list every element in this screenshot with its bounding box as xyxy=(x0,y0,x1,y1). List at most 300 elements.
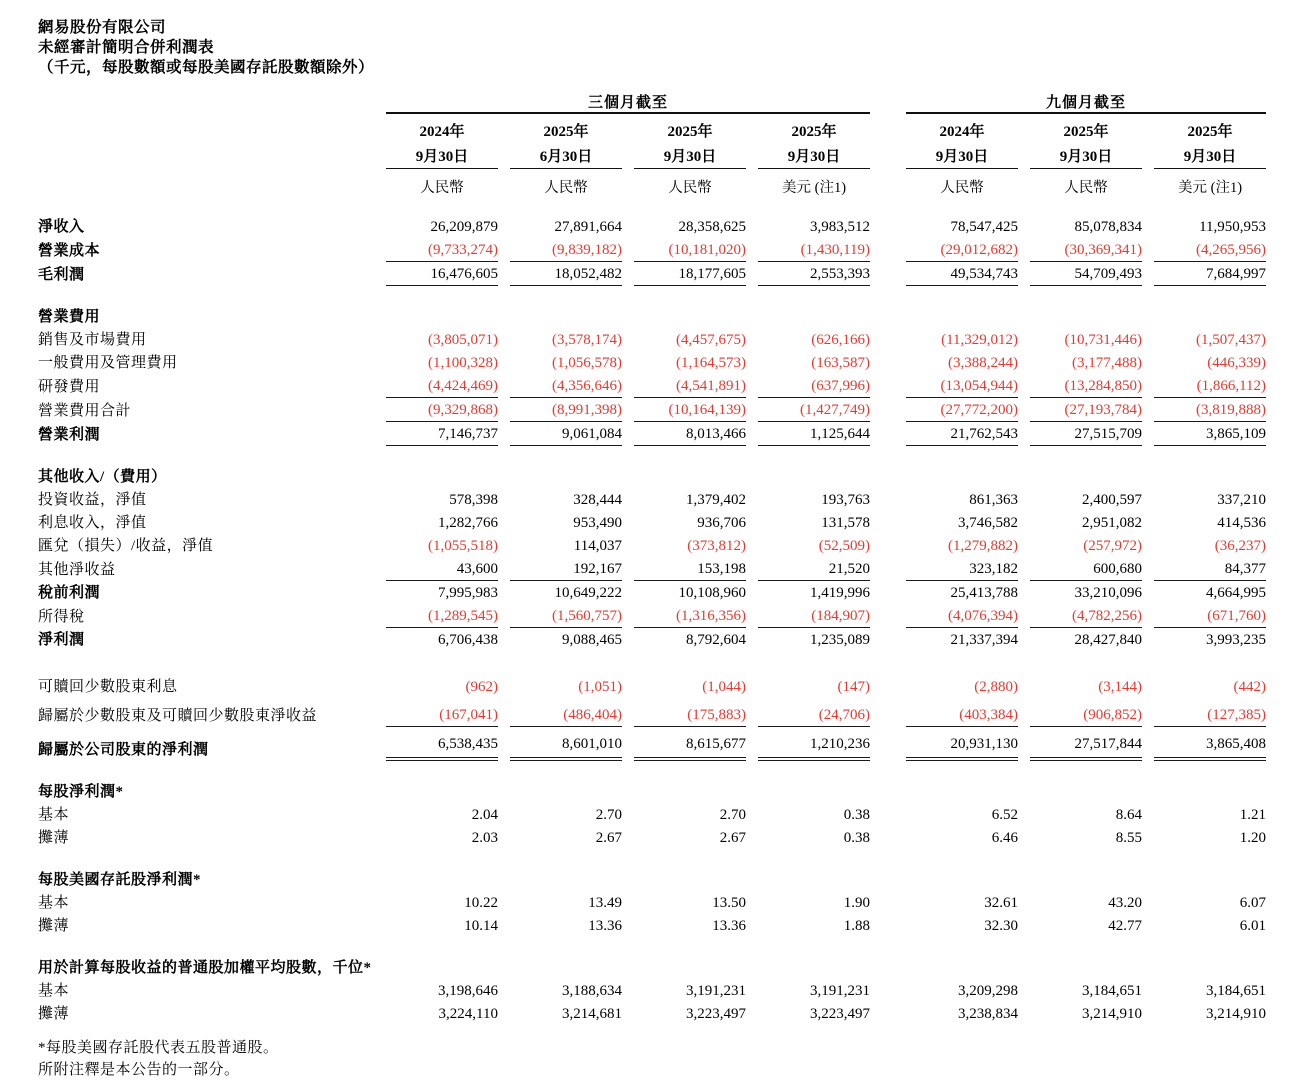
table-row xyxy=(38,670,1266,698)
value-cell: (10,731,446) xyxy=(1064,332,1143,348)
column-group-three-months: 三個月截至 xyxy=(386,88,870,114)
gap-cell xyxy=(38,446,1266,465)
value-cell: (1,051) xyxy=(578,679,622,695)
row-label: 營業成本 xyxy=(38,243,101,259)
value-cell: 861,363 xyxy=(969,492,1019,508)
table-row xyxy=(38,534,1266,557)
value-cell: 27,515,709 xyxy=(1030,422,1142,446)
value-cell: 9,061,084 xyxy=(510,422,622,446)
table-row xyxy=(38,215,1266,238)
value-cell: (671,760) xyxy=(1154,604,1266,628)
value-cell: (4,076,394) xyxy=(906,604,1018,628)
group-gap xyxy=(882,488,894,511)
group-gap xyxy=(882,803,894,826)
group-gap xyxy=(882,557,894,581)
row-label: 攤薄 xyxy=(38,918,70,934)
value-cell: (27,193,784) xyxy=(1030,398,1142,422)
gap-cell xyxy=(38,286,1266,305)
empty-cell xyxy=(758,465,870,488)
value-cell: 578,398 xyxy=(449,492,498,508)
value-cell: 13.49 xyxy=(588,895,622,911)
value-cell: 3,214,681 xyxy=(562,1006,622,1022)
group-header-row xyxy=(38,88,1266,114)
group-gap xyxy=(882,698,894,727)
empty-cell xyxy=(386,868,498,891)
value-cell: 131,578 xyxy=(821,515,871,531)
value-cell: (163,587) xyxy=(811,355,871,371)
row-label: 稅前利潤 xyxy=(38,585,101,601)
value-cell: (4,541,891) xyxy=(634,374,746,398)
table-row xyxy=(38,488,1266,511)
value-cell: 54,709,493 xyxy=(1030,262,1142,286)
row-label: 每股淨利潤* xyxy=(38,784,124,800)
table-row xyxy=(38,803,1266,826)
table-body xyxy=(38,215,1266,1025)
row-label: 可贖回少數股東利息 xyxy=(38,679,178,695)
group-gap xyxy=(882,114,894,141)
value-cell: 9,088,465 xyxy=(562,632,622,648)
value-cell: 10.14 xyxy=(464,918,498,934)
empty-cell xyxy=(906,465,1018,488)
value-cell: (486,404) xyxy=(510,698,622,727)
column-header-currency: 美元 (注1) xyxy=(1177,180,1243,196)
value-cell: 7,684,997 xyxy=(1154,262,1266,286)
group-gap xyxy=(882,328,894,351)
group-gap xyxy=(882,351,894,374)
empty-cell xyxy=(1030,305,1142,328)
value-cell: 3,214,910 xyxy=(1082,1006,1143,1022)
table-row xyxy=(38,262,1266,286)
value-cell: (1,316,356) xyxy=(634,604,746,628)
column-header-year: 2025年 xyxy=(667,124,713,140)
empty-cell xyxy=(634,465,746,488)
value-cell: 18,052,482 xyxy=(510,262,622,286)
column-header-currency: 美元 (注1) xyxy=(781,180,847,196)
value-cell: 0.38 xyxy=(843,830,871,846)
empty-cell xyxy=(634,305,746,328)
value-cell: (3,819,888) xyxy=(1154,398,1266,422)
table-row xyxy=(38,698,1266,727)
footnote-accompanying: 所附注釋是本公告的一部分。 xyxy=(38,1062,240,1078)
value-cell: 2.04 xyxy=(471,807,498,823)
value-cell: 27,891,664 xyxy=(554,219,622,235)
empty-cell xyxy=(906,868,1018,891)
empty-cell xyxy=(906,305,1018,328)
value-cell: (4,782,256) xyxy=(1030,604,1142,628)
column-header-year: 2025年 xyxy=(1187,124,1233,140)
value-cell: 8,601,010 xyxy=(510,727,622,761)
value-cell: (127,385) xyxy=(1154,698,1266,727)
value-cell: 42.77 xyxy=(1108,918,1143,934)
value-cell: 21,337,394 xyxy=(950,632,1019,648)
value-cell: (52,509) xyxy=(818,538,871,554)
column-header-date: 9月30日 xyxy=(386,141,498,169)
value-cell: 28,358,625 xyxy=(678,219,746,235)
row-label: 攤薄 xyxy=(38,830,70,846)
value-cell: 85,078,834 xyxy=(1074,219,1143,235)
income-statement-table xyxy=(26,88,1278,1025)
table-row xyxy=(38,422,1266,446)
value-cell: 323,182 xyxy=(906,557,1018,581)
empty-cell xyxy=(386,956,498,979)
value-cell: (2,880) xyxy=(974,679,1019,695)
value-cell: 3,188,634 xyxy=(562,983,622,999)
value-cell: (184,907) xyxy=(758,604,870,628)
empty-cell xyxy=(634,868,746,891)
group-gap xyxy=(882,374,894,398)
empty-cell xyxy=(510,780,622,803)
table-row xyxy=(38,557,1266,581)
table-row xyxy=(38,351,1266,374)
value-cell: 26,209,879 xyxy=(430,219,498,235)
value-cell: (9,329,868) xyxy=(386,398,498,422)
column-header-year: 2025年 xyxy=(543,124,589,140)
row-label: 投資收益，淨值 xyxy=(38,492,147,508)
value-cell: (1,100,328) xyxy=(428,355,498,371)
value-cell: 2,951,082 xyxy=(1082,515,1143,531)
value-cell: 1,210,236 xyxy=(758,727,870,761)
spacer-row xyxy=(38,849,1266,868)
value-cell: 13.36 xyxy=(588,918,622,934)
value-cell: 2.67 xyxy=(719,830,746,846)
value-cell: (1,427,749) xyxy=(758,398,870,422)
value-cell: (167,041) xyxy=(386,698,498,727)
column-header-date: 9月30日 xyxy=(906,141,1018,169)
group-gap xyxy=(882,604,894,628)
value-cell: 114,037 xyxy=(573,538,622,554)
group-gap xyxy=(882,780,894,803)
footnotes xyxy=(38,1037,1306,1081)
value-cell: 33,210,096 xyxy=(1074,585,1143,601)
value-cell: (1,044) xyxy=(702,679,746,695)
table-row xyxy=(38,780,1266,803)
table-row xyxy=(38,826,1266,849)
value-cell: (373,812) xyxy=(687,538,746,554)
value-cell: 936,706 xyxy=(697,515,746,531)
empty-cell xyxy=(1154,305,1266,328)
value-cell: (637,996) xyxy=(758,374,870,398)
table-row xyxy=(38,465,1266,488)
gap-cell xyxy=(38,849,1266,868)
value-cell: (4,424,469) xyxy=(386,374,498,398)
table-row xyxy=(38,956,1266,979)
value-cell: 953,490 xyxy=(573,515,622,531)
group-gap xyxy=(882,88,894,114)
table-row xyxy=(38,328,1266,351)
value-cell: 2,553,393 xyxy=(758,262,870,286)
row-label: 用於計算每股收益的普通股加權平均股數，千位* xyxy=(38,960,372,976)
gap-cell xyxy=(38,761,1266,780)
value-cell: 193,763 xyxy=(821,492,871,508)
value-cell: (27,772,200) xyxy=(906,398,1018,422)
empty-cell xyxy=(510,305,622,328)
value-cell: 43,600 xyxy=(386,557,498,581)
row-label: 歸屬於公司股東的淨利潤 xyxy=(38,742,209,758)
group-gap xyxy=(882,422,894,446)
value-cell: 3,191,231 xyxy=(686,983,746,999)
row-label: 攤薄 xyxy=(38,1006,70,1022)
value-cell: 153,198 xyxy=(634,557,746,581)
value-cell: 16,476,605 xyxy=(386,262,498,286)
empty-cell xyxy=(1154,956,1266,979)
value-cell: (3,388,244) xyxy=(948,355,1019,371)
table-row xyxy=(38,1002,1266,1025)
column-header-date: 6月30日 xyxy=(510,141,622,169)
table-row xyxy=(38,511,1266,534)
row-label: 毛利潤 xyxy=(38,267,85,283)
value-cell: 3,223,497 xyxy=(810,1006,871,1022)
spacer-row xyxy=(38,761,1266,780)
value-cell: 3,983,512 xyxy=(810,219,871,235)
table-row xyxy=(38,374,1266,398)
currency-header-row xyxy=(38,169,1266,197)
row-label: 基本 xyxy=(38,895,70,911)
group-gap xyxy=(882,141,894,169)
value-cell: (13,054,944) xyxy=(906,374,1018,398)
empty-cell xyxy=(758,305,870,328)
table-row xyxy=(38,398,1266,422)
value-cell: (962) xyxy=(465,679,498,695)
group-gap xyxy=(882,628,894,651)
table-row xyxy=(38,868,1266,891)
value-cell: 3,224,110 xyxy=(438,1006,498,1022)
column-header-date: 9月30日 xyxy=(1154,141,1266,169)
company-name: 網易股份有限公司 xyxy=(38,19,167,36)
row-label: 淨利潤 xyxy=(38,632,85,648)
value-cell: (10,164,139) xyxy=(634,398,746,422)
empty-cell xyxy=(906,780,1018,803)
value-cell: 11,950,953 xyxy=(1199,219,1267,235)
gap-cell xyxy=(38,197,1266,215)
value-cell: (11,329,012) xyxy=(941,332,1019,348)
group-gap xyxy=(882,534,894,557)
value-cell: (3,578,174) xyxy=(552,332,622,348)
value-cell: (29,012,682) xyxy=(906,238,1018,262)
value-cell: 2,400,597 xyxy=(1082,492,1143,508)
value-cell: 13.50 xyxy=(712,895,746,911)
value-cell: 1,235,089 xyxy=(810,632,871,648)
empty-cell xyxy=(386,305,498,328)
group-gap xyxy=(882,305,894,328)
empty-cell xyxy=(1154,465,1266,488)
empty-cell xyxy=(1154,780,1266,803)
value-cell: (30,369,341) xyxy=(1030,238,1142,262)
empty-cell xyxy=(1030,956,1142,979)
value-cell: 6.52 xyxy=(991,807,1019,823)
group-gap xyxy=(882,979,894,1002)
row-label: 銷售及市場費用 xyxy=(38,332,147,348)
value-cell: 18,177,605 xyxy=(634,262,746,286)
empty-cell xyxy=(38,169,374,197)
value-cell: 1.88 xyxy=(843,918,871,934)
value-cell: 21,520 xyxy=(758,557,870,581)
value-cell: 2.70 xyxy=(595,807,622,823)
date-header-row xyxy=(38,141,1266,169)
spacer-row xyxy=(38,286,1266,305)
column-header-date: 9月30日 xyxy=(634,141,746,169)
empty-cell xyxy=(38,114,374,141)
row-label: 基本 xyxy=(38,983,70,999)
value-cell: (4,265,956) xyxy=(1154,238,1266,262)
value-cell: 7,995,983 xyxy=(438,585,498,601)
empty-cell xyxy=(1030,465,1142,488)
value-cell: 3,993,235 xyxy=(1206,632,1267,648)
row-label: 利息收入，淨值 xyxy=(38,515,147,531)
empty-cell xyxy=(634,956,746,979)
table-row xyxy=(38,581,1266,604)
row-label: 研發費用 xyxy=(38,379,101,395)
value-cell: 600,680 xyxy=(1030,557,1142,581)
value-cell: 4,664,995 xyxy=(1206,585,1267,601)
empty-cell xyxy=(634,780,746,803)
value-cell: 3,746,582 xyxy=(958,515,1019,531)
column-header-currency: 人民幣 xyxy=(940,180,984,196)
empty-cell xyxy=(510,868,622,891)
value-cell: 3,865,109 xyxy=(1154,422,1266,446)
value-cell: 1,125,644 xyxy=(758,422,870,446)
row-label: 其他收入/（費用） xyxy=(38,469,167,485)
value-cell: 337,210 xyxy=(1217,492,1267,508)
value-cell: 1.20 xyxy=(1239,830,1267,846)
value-cell: 25,413,788 xyxy=(950,585,1019,601)
value-cell: (626,166) xyxy=(811,332,871,348)
value-cell: 192,167 xyxy=(510,557,622,581)
unit-note: （千元，每股數額或每股美國存託股數額除外） xyxy=(38,59,375,76)
value-cell: (1,164,573) xyxy=(676,355,746,371)
value-cell: 6,538,435 xyxy=(386,727,498,761)
group-gap xyxy=(882,262,894,286)
value-cell: 328,444 xyxy=(573,492,622,508)
value-cell: 13.36 xyxy=(712,918,746,934)
value-cell: 10.22 xyxy=(464,895,498,911)
value-cell: 27,517,844 xyxy=(1030,727,1142,761)
value-cell: 3,214,910 xyxy=(1206,1006,1267,1022)
value-cell: 6,706,438 xyxy=(438,632,498,648)
empty-cell xyxy=(38,141,374,169)
gap-cell xyxy=(38,651,1266,670)
value-cell: (1,560,757) xyxy=(510,604,622,628)
value-cell: 3,238,834 xyxy=(958,1006,1019,1022)
value-cell: (3,805,071) xyxy=(428,332,498,348)
empty-cell xyxy=(1030,780,1142,803)
column-header-year: 2025年 xyxy=(791,124,837,140)
group-gap xyxy=(882,398,894,422)
value-cell: (147) xyxy=(837,679,871,695)
empty-cell xyxy=(906,956,1018,979)
value-cell: 6.46 xyxy=(991,830,1019,846)
value-cell: (4,356,646) xyxy=(510,374,622,398)
value-cell: (3,177,488) xyxy=(1072,355,1143,371)
row-label: 淨收入 xyxy=(38,219,85,235)
spacer-row xyxy=(38,446,1266,465)
value-cell: 3,209,298 xyxy=(958,983,1019,999)
value-cell: (257,972) xyxy=(1083,538,1143,554)
column-header-date: 9月30日 xyxy=(1030,141,1142,169)
group-gap xyxy=(882,581,894,604)
value-cell: 2.67 xyxy=(595,830,622,846)
value-cell: (24,706) xyxy=(758,698,870,727)
value-cell: 6.07 xyxy=(1239,895,1267,911)
value-cell: (446,339) xyxy=(1207,355,1267,371)
spacer-row xyxy=(38,197,1266,215)
value-cell: 43.20 xyxy=(1108,895,1143,911)
row-label: 一般費用及管理費用 xyxy=(38,355,178,371)
value-cell: (1,055,518) xyxy=(428,538,498,554)
value-cell: 3,184,651 xyxy=(1206,983,1267,999)
empty-cell xyxy=(758,780,870,803)
empty-cell xyxy=(510,465,622,488)
group-gap xyxy=(882,891,894,914)
value-cell: 8,013,466 xyxy=(634,422,746,446)
value-cell: 32.30 xyxy=(984,918,1019,934)
value-cell: 6.01 xyxy=(1239,918,1267,934)
value-cell: 21,762,543 xyxy=(906,422,1018,446)
value-cell: 1,419,996 xyxy=(810,585,871,601)
value-cell: 8,615,677 xyxy=(634,727,746,761)
column-header-currency: 人民幣 xyxy=(420,180,464,196)
column-header-year: 2024年 xyxy=(419,124,465,140)
value-cell: (1,430,119) xyxy=(758,238,870,262)
value-cell: (403,384) xyxy=(906,698,1018,727)
statement-title: 未經審計簡明合併利潤表 xyxy=(38,39,215,56)
value-cell: 1,379,402 xyxy=(686,492,746,508)
value-cell: (1,056,578) xyxy=(552,355,622,371)
row-label: 歸屬於少數股東及可贖回少數股東淨收益 xyxy=(38,708,318,724)
column-header-currency: 人民幣 xyxy=(544,180,588,196)
footnote-ads: *每股美國存託股代表五股普通股。 xyxy=(38,1040,279,1056)
value-cell: 8.64 xyxy=(1115,807,1143,823)
empty-cell xyxy=(1154,868,1266,891)
value-cell: 2.03 xyxy=(471,830,498,846)
row-label: 每股美國存託股淨利潤* xyxy=(38,872,202,888)
value-cell: (906,852) xyxy=(1030,698,1142,727)
table-row xyxy=(38,914,1266,937)
table-row xyxy=(38,305,1266,328)
value-cell: (1,279,882) xyxy=(948,538,1019,554)
empty-cell xyxy=(386,780,498,803)
value-cell: (1,289,545) xyxy=(386,604,498,628)
row-label: 營業費用合計 xyxy=(38,403,132,419)
value-cell: 10,108,960 xyxy=(678,585,746,601)
row-label: 營業利潤 xyxy=(38,427,101,443)
title-block xyxy=(38,18,1306,78)
empty-cell xyxy=(510,956,622,979)
table-row xyxy=(38,628,1266,651)
year-header-row xyxy=(38,114,1266,141)
value-cell: (10,181,020) xyxy=(634,238,746,262)
value-cell: (9,839,182) xyxy=(510,238,622,262)
value-cell: 32.61 xyxy=(984,895,1019,911)
group-gap xyxy=(882,511,894,534)
value-cell: 1.21 xyxy=(1239,807,1267,823)
empty-cell xyxy=(758,956,870,979)
group-gap xyxy=(882,868,894,891)
empty-cell xyxy=(758,868,870,891)
value-cell: 49,534,743 xyxy=(906,262,1018,286)
row-label: 匯兌（損失）/收益，淨值 xyxy=(38,538,214,554)
value-cell: 3,198,646 xyxy=(438,983,498,999)
value-cell: 1.90 xyxy=(843,895,871,911)
group-gap xyxy=(882,169,894,197)
value-cell: (3,144) xyxy=(1098,679,1143,695)
group-gap xyxy=(882,215,894,238)
value-cell: 414,536 xyxy=(1217,515,1267,531)
spacer-row xyxy=(38,937,1266,956)
value-cell: (8,991,398) xyxy=(510,398,622,422)
empty-cell xyxy=(38,88,374,114)
value-cell: (1,866,112) xyxy=(1154,374,1266,398)
group-gap xyxy=(882,826,894,849)
